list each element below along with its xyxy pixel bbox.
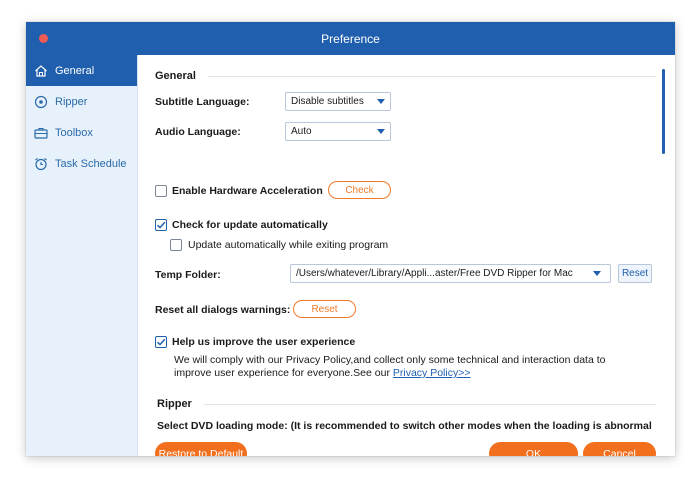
check-update-label: Check for update automatically [172, 219, 328, 231]
preference-window [26, 22, 675, 456]
privacy-policy-link[interactable]: Privacy Policy>> [392, 367, 471, 379]
sidebar-item-label: General [55, 64, 95, 77]
toolbox-icon [34, 126, 48, 140]
temp-folder-path: /Users/whatever/Library/Appli...aster/Free DVD Ripper for Mac [296, 268, 573, 279]
subtitle-language-label: Subtitle Language: [155, 96, 250, 108]
chevron-down-icon [593, 271, 601, 276]
sidebar-item-ripper[interactable] [26, 86, 137, 117]
sidebar-item-label: Toolbox [55, 126, 93, 139]
improve-experience-label: Help us improve the user experience [172, 336, 356, 348]
chevron-down-icon [377, 99, 385, 104]
home-icon [34, 64, 48, 78]
update-on-exit-label: Update automatically while exiting program [188, 239, 389, 251]
section-divider [208, 76, 656, 77]
chevron-down-icon [377, 129, 385, 134]
temp-folder-label: Temp Folder: [155, 269, 221, 281]
audio-language-value: Auto [291, 126, 312, 137]
section-title-ripper [157, 398, 192, 410]
reset-dialogs-button[interactable]: Reset [293, 300, 356, 318]
temp-folder-reset-button[interactable]: Reset [618, 264, 652, 283]
disc-icon [34, 95, 48, 109]
checkmark-icon [156, 337, 166, 347]
sidebar-item-task-schedule[interactable] [26, 148, 137, 179]
check-update-checkbox[interactable] [155, 219, 167, 231]
sidebar-item-general[interactable] [26, 55, 137, 86]
improve-experience-checkbox[interactable] [155, 336, 167, 348]
section-title-general [155, 70, 196, 82]
hardware-acceleration-checkbox[interactable] [155, 185, 167, 197]
check-hardware-button[interactable]: Check [328, 181, 391, 199]
hardware-acceleration-label: Enable Hardware Acceleration [172, 185, 323, 197]
temp-folder-select[interactable] [290, 264, 611, 283]
sidebar-item-label: Task Schedule [55, 157, 127, 170]
alarm-clock-icon [34, 157, 48, 171]
sidebar-item-toolbox[interactable] [26, 117, 137, 148]
section-title-text: General [155, 70, 196, 82]
checkmark-icon [156, 220, 166, 230]
privacy-description [174, 354, 659, 380]
audio-language-select[interactable] [285, 122, 391, 141]
privacy-description-line2 [174, 367, 659, 380]
title-bar [26, 22, 675, 55]
cancel-button[interactable]: Cancel [583, 442, 656, 456]
settings-panel [138, 55, 675, 456]
audio-language-label: Audio Language: [155, 126, 241, 138]
section-divider [204, 404, 656, 405]
ok-button[interactable]: OK [489, 442, 578, 456]
close-window-button[interactable] [39, 34, 48, 43]
sidebar-item-label: Ripper [55, 95, 88, 108]
privacy-description-text: improve user experience for everyone.See our [174, 367, 393, 379]
subtitle-language-value: Disable subtitles [291, 96, 364, 107]
reset-dialogs-label: Reset all dialogs warnings: [155, 304, 291, 316]
sidebar [26, 55, 138, 456]
restore-default-button[interactable]: Restore to Default [155, 442, 247, 456]
dvd-loading-mode-label: Select DVD loading mode: (It is recommended to switch other modes when the loading is abnormal [157, 420, 652, 432]
window-title: Preference [321, 31, 380, 46]
section-title-text: Ripper [157, 398, 192, 410]
subtitle-language-select[interactable] [285, 92, 391, 111]
scrollbar[interactable] [662, 69, 665, 154]
update-on-exit-checkbox[interactable] [170, 239, 182, 251]
privacy-description-line1: We will comply with our Privacy Policy,and collect only some technical and interaction data to [174, 354, 606, 366]
